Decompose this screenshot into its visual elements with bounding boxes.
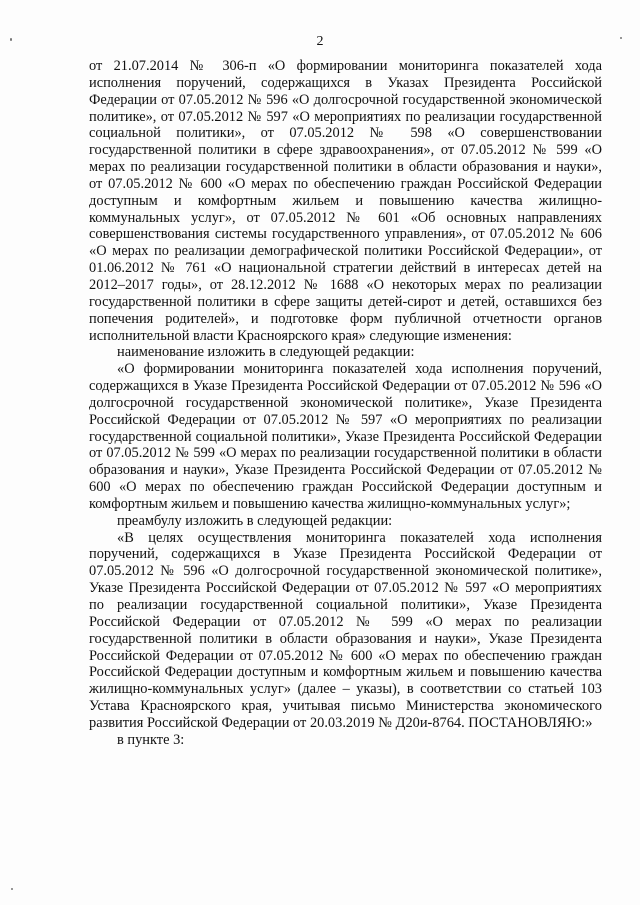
page-number: 2 — [316, 34, 324, 49]
paragraph-continuation: от 21.07.2014 № 306-п «О формировании мониторинга показателей хода исполнения поручений, содержащихся в Указах Президента Российской Федерации от 07.05.2012 № 596 «О долгосрочной государственной экономической политике», от 07.05.2012 № 597 «О мероприятиях по реализации государственной социальной политики», от 07.05.2012 № 598 «О совершенствовании государственной политики в сфере здравоохранения», от 07.05.2012 № 599 «О мерах по реализации государственной политики в области образования и науки», от 07.05.2012 № 600 «О мерах по обеспечению граждан Российской Федерации доступным и комфортным жильем и повышению качества жилищно-коммунальных услуг», от 07.05.2012 № 601 «Об основных направлениях совершенствования системы государственного управления», от 07.05.2012 № 606 «О мерах по реализации демографической политики Российской Федерации», от 01.06.2012 № 761 «О национальной стратегии действий в интересах детей на 2012–2017 годы», от 28.12.2012 № 1688 «О некоторых мерах по реализации государственной политики в сфере защиты детей-сирот и детей, оставшихся без попечения родителей», и подготовке форм публичной отчетности органов исполнительной власти Красноярского края» следующие изменения: — [89, 58, 602, 344]
paragraph-preamble-instruction: преамбулу изложить в следующей редакции: — [117, 512, 393, 529]
paragraph-new-preamble: «В целях осуществления мониторинга показателей хода исполнения поручений, содержащихся в Указе Президента Российской Федерации от 07.05.2012 № 596 «О долгосрочной государственной экономической политике», Указе Президента Российской Федерации от 07.05.2012 № 597 «О мероприятиях по реализации государственной социальной политики», Указе Президента Российской Федерации от 07.05.2012 № 599 «О мерах по реализации государственной политики в области образования и науки», Указе Президента Российской Федерации от 07.05.2012 № 600 «О мерах по обеспечению граждан Российской Федерации доступным и комфортным жильем и повышению качества жилищно-коммунальных услуг» (далее – указы), в соответствии со статьей 103 Устава Красноярского края, учитывая письмо Министерства экономического развития Российской Федерации от 20.03.2019 № Д20и-8764. ПОСТАНОВЛЯЮ:» — [89, 529, 602, 731]
paragraph-point-3: в пункте 3: — [117, 731, 185, 748]
scan-speck — [11, 888, 13, 890]
paragraph-title-instruction: наименование изложить в следующей редакции: — [117, 344, 415, 361]
paragraph-new-title: «О формировании мониторинга показателей хода исполнения поручений, содержащихся в Указе Президента Российской Федерации от 07.05.2012 № 596 «О долгосрочной государственной экономической политике», Указе Президента Российской Федерации от 07.05.2012 № 597 «О мероприятиях по реализации государственной социальной политики», Указе Президента Российской Федерации от 07.05.2012 № 599 «О мерах по реализации государственной политики в области образования и науки», Указе Президента Российской Федерации от 07.05.2012 № 600 «О мерах по обеспечению граждан Российской Федерации доступным и комфортным жильем и повышению качества жилищно-коммунальных услуг»; — [89, 361, 602, 512]
document-body — [89, 58, 602, 749]
